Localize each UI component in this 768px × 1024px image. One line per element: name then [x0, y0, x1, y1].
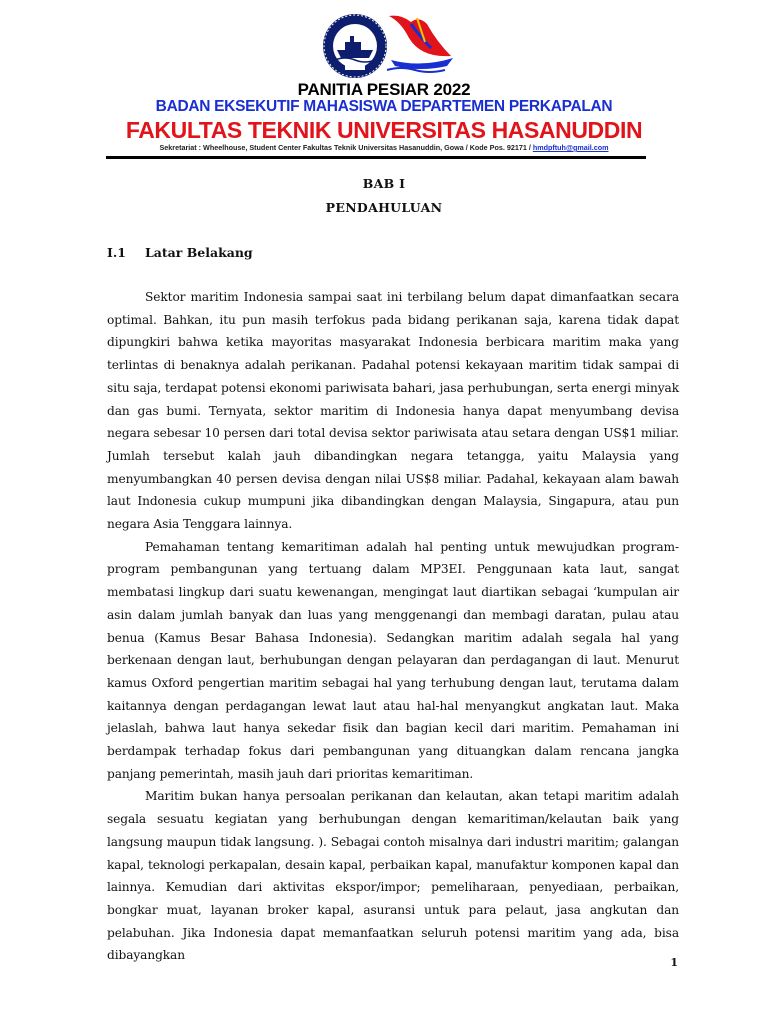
section-number: I.1 — [107, 245, 126, 260]
chapter-number: BAB I — [362, 176, 406, 191]
letterhead-divider — [106, 156, 646, 159]
address-text: Sekretariat : Wheelhouse, Student Center Fakultas Teknik Universitas Hasanuddin, Gowa / Kode Pos. 92171 / — [159, 143, 533, 152]
faculty-name: FAKULTAS TEKNIK UNIVERSITAS HASANUDDIN — [125, 117, 643, 143]
email-link[interactable]: hmdpftuh@gmail.com — [532, 143, 609, 152]
secretariat-address — [0, 143, 768, 152]
paragraph: Sektor maritim Indonesia sampai saat ini terbilang belum dapat dimanfaatkan secara optimal. Bahkan, itu pun masih terfokus pada bidang perikanan saja, karena tidak dapat dipungkiri bahwa ketika mayoritas masyarakat Indonesia berbicara maritim maka yang terlintas di benaknya adalah perikanan. Padahal potensi kekayaan maritim tidak sampai di situ saja, terdapat potensi ekonomi pariwisata bahari, jasa perhubungan, serta energi minyak dan gas bumi. Ternyata, sektor maritim di Indonesia hanya dapat menyumbang devisa negara sebesar 10 persen dari total devisa sektor pariwisata atau setara dengan US$1 miliar. Jumlah tersebut kalah jauh dibandingkan negara tetangga, yaitu Malaysia yang menyumbangkan 40 persen devisa dengan nilai US$8 miliar. Padahal, kekayaan alam bawah laut Indonesia cukup mumpuni jika dibandingkan dengan Malaysia, Singapura, atau pun negara Asia Tenggara lainnya. — [107, 290, 679, 532]
organization-name: BADAN EKSEKUTIF MAHASISWA DEPARTEMEN PERKAPALAN — [155, 98, 613, 115]
letterhead-logos — [0, 10, 768, 82]
paragraph: Pemahaman tentang kemaritiman adalah hal penting untuk mewujudkan program-program pembangunan yang tertuang dalam MP3EI. Penggunaan kata laut, sangat membatasi lingkup dari suatu kewenangan, mengingat laut diartikan sebagai ‘kumpulan air asin dalam jumlah banyak dan luas yang menggenangi dan membagi daratan, pulau atau benua (Kamus Besar Bahasa Indonesia). Sedangkan maritim adalah segala hal yang berkenaan dengan laut, berhubungan dengan pelayaran dan perdagangan di laut. Menurut kamus Oxford pengertian maritim sebagai hal yang terhubung dengan laut, terutama dalam kaitannya dengan perdagangan lewat laut atau hal-hal menyangkut angkatan laut. Maka jelaslah, bahwa laut hanya sekedar fisik dan bagian kecil dari maritim. Pemahaman ini berdampak terhadap fokus dari pembangunan yang dituangkan dalam rencana jangka panjang pemerintah, masih jauh dari prioritas kemaritiman. — [107, 539, 679, 781]
paragraph: Maritim bukan hanya persoalan perikanan dan kelautan, akan tetapi maritim adalah segala sesuatu kegiatan yang berhubungan dengan kemaritiman/kelautan baik yang langsung maupun tidak langsung. ). Sebagai contoh misalnya dari industri maritim; galangan kapal, teknologi perkapalan, desain kapal, perbaikan kapal, manufaktur komponen kapal dan lainnya. Kemudian dari aktivitas ekspor/impor; pemeliharaan, penyediaan, perbaikan, bongkar muat, layanan broker kapal, asuransi untuk para pelaut, jasa angkutan dan pelabuhan. Jika Indonesia dapat memanfaatkan seluruh potensi maritim yang ada, bisa dibayangkan — [107, 789, 679, 963]
body-text — [107, 286, 679, 967]
page-number: 1 — [670, 956, 678, 969]
committee-name: PANITIA PESIAR 2022 — [297, 80, 471, 99]
pesiar-logo — [381, 12, 461, 84]
chapter-title: PENDAHULUAN — [325, 200, 443, 215]
section-title: Latar Belakang — [145, 245, 253, 260]
